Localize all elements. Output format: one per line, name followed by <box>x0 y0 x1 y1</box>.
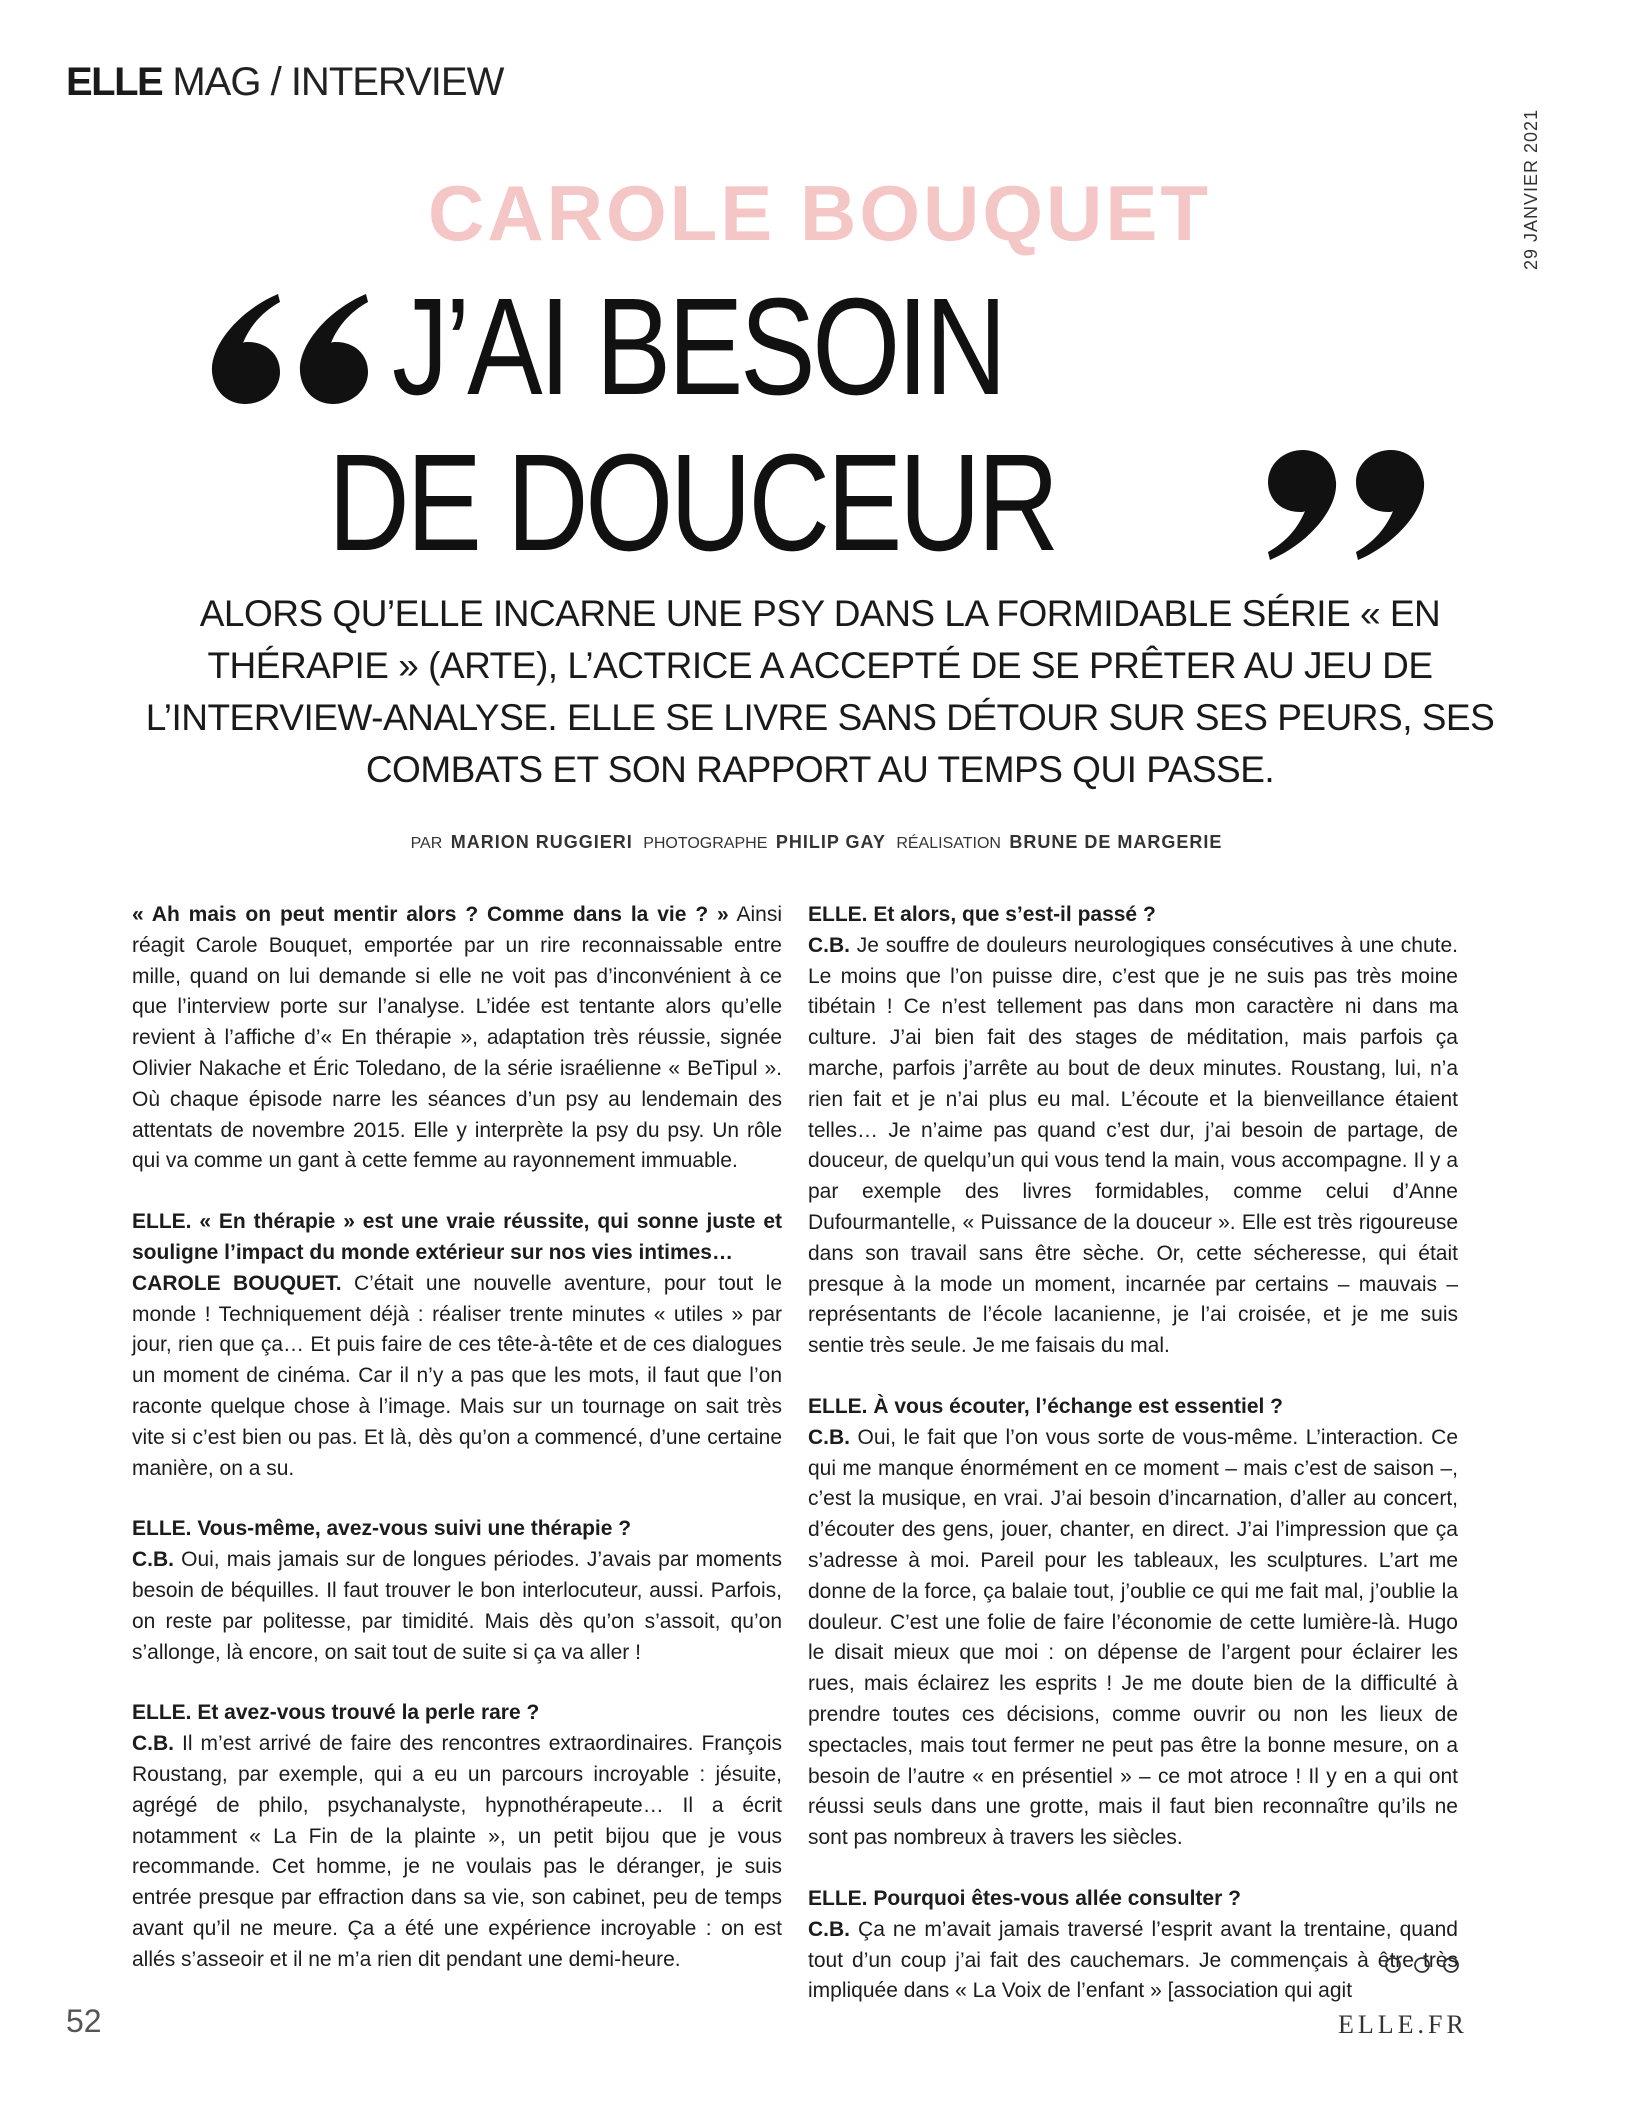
continued-dots-icon <box>1384 1956 1460 1974</box>
answer-2-speaker: C.B. <box>132 1548 174 1572</box>
answer-6-speaker: C.B. <box>808 1917 850 1941</box>
question-6: ELLE. Pourquoi êtes-vous allée consulter ? <box>808 1886 1241 1910</box>
section-label: MAG / INTERVIEW <box>172 60 504 104</box>
interviewee-name: CAROLE BOUQUET <box>428 169 1211 257</box>
answer-4: Je souffre de douleurs neurologiques consécutives à une chute. Le moins que l’on puisse dire, c’est que je ne suis pas très moine tibétain ! Ce n’est tellement pas dans mon caractère ni dans ma culture. J’ai bien fait des stages de méditation, mais parfois ça marche, parfois j’arrête au bout de deux minutes. Roustang, lui, n’a rien fait et je n’ai plus eu mal. L’écoute et la bienveillance étaient telles… Je n’aime pas quand c’est dur, j’ai besoin de partage, de douceur, de quelqu’un qui vous tend la main, vous accompagne. Il y a par exemple des livres formidables, comme celui d’Anne Dufourmantelle, « Puissance de la douceur ». Elle est très rigoureuse dans son travail sans être sèche. Or, cette sécheresse, qui était presque à la mode un moment, incarnée par certains – mauvais – représentants de l’école lacanienne, je l’ai croisée, et je me suis sentie très seule. Je me faisais du mal. <box>808 933 1458 1358</box>
answer-5: Oui, le fait que l’on vous sorte de vous-même. L’interaction. Ce qui me manque énormément en ce moment – mais c’est de saison –, c’est la musique, en vrai. J’ai besoin d’incarnation, d’aller au concert, d’écouter des gens, jouer, chanter, en direct. J’ai l’impression que ça s’adresse à moi. Pareil pour les tableaux, les sculptures. L’art me donne de la force, ça balaie tout, j’oublie ce qui me fait mal, j’oublie la douleur. C’est une folie de faire l’économie de cette lumière-là. Hugo le disait mieux que moi : on dépense de l’argent pour éclairer les rues, mais éclairez les esprits ! Je me doute bien de la difficulté à prendre toutes ces décisions, comme ouvrir ou non les lieux de spectacles, mais tout fermer ne peut pas être la bonne mesure, on a besoin de l’autre « en présentiel » – ce mot atroce ! Il y en a qui ont réussi seuls dans une grotte, mais il faut bien reconnaître qu’ils ne sont pas nombreux à travers les siècles. <box>808 1425 1458 1850</box>
standfirst: ALORS QU’ELLE INCARNE UNE PSY DANS LA FORMIDABLE SÉRIE « EN THÉRAPIE » (ARTE), L’ACTRICE A ACCEPTÉ DE SE PRÊTER AU JEU DE L’INTERVIEW-ANALYSE. ELLE SE LIVRE SANS DÉTOUR SUR SES PEURS, SES COMBATS ET SON RAPPORT AU TEMPS QUI PASSE. <box>145 593 1495 790</box>
qa-block-2 <box>132 1514 782 1668</box>
qa-block-5 <box>808 1392 1458 1854</box>
question-5: ELLE. À vous écouter, l’échange est essentiel ? <box>808 1394 1283 1418</box>
answer-1: C’était une nouvelle aventure, pour tout le monde ! Techniquement déjà : réaliser trente minutes « utiles » par jour, rien que ça… Et puis faire de ces tête-à-tête et de ces dialogues un moment de cinéma. Car il n’y a pas que les mots, il faut que l’on raconte quelque chose à l’image. Mais sur un tournage on sait très vite si c’est bien ou pas. Et là, dès qu’on a commencé, d’une certaine manière, on a su. <box>132 1271 782 1480</box>
issue-date: 29 JANVIER 2021 <box>1521 108 1541 270</box>
headline-line-1: J’AI BESOIN <box>392 270 1004 424</box>
qa-block-3 <box>132 1698 782 1975</box>
brand-logo: ELLE <box>66 60 163 104</box>
question-4: ELLE. Et alors, que s’est-il passé ? <box>808 903 1156 926</box>
author-name: MARION RUGGIERI <box>450 832 633 852</box>
close-quote-icon <box>1258 448 1436 564</box>
credits-line <box>0 830 1639 856</box>
headline-line-2: DE DOUCEUR <box>328 426 1056 580</box>
question-2: ELLE. Vous-même, avez-vous suivi une thérapie ? <box>132 1517 632 1541</box>
question-1: ELLE. « En thérapie » est une vraie réussite, qui sonne juste et souligne l’impact du monde extérieur sur nos vies intimes… <box>132 1210 782 1264</box>
intro-paragraph <box>132 900 782 1177</box>
credit-label-photo: PHOTOGRAPHE <box>643 835 768 852</box>
answer-3-speaker: C.B. <box>132 1732 174 1756</box>
answer-2: Oui, mais jamais sur de longues périodes. J’avais par moments besoin de béquilles. Il faut trouver le bon interlocuteur, aussi. Parfois, on reste par politesse, par timidité. Mais dès qu’on s’assoit, qu’on s’allonge, là encore, on sait tout de suite si ça va aller ! <box>132 1548 782 1664</box>
article-column-left <box>132 900 782 2006</box>
answer-3: Il m’est arrivé de faire des rencontres extraordinaires. François Roustang, par exemple, qui a eu un parcours incroyable : jésuite, agrégé de philo, psychanalyste, hypnothérapeute… Il a écrit notamment « La Fin de la plainte », un petit bijou que je vous recommande. Cet homme, je ne voulais pas le déranger, je suis entrée presque par effraction dans sa vie, son cabinet, peu de temps avant qu’il ne meure. Ça a été une expérience incroyable : on est allés s’asseoir et il ne m’a rien dit pendant une demi-heure. <box>132 1732 782 1971</box>
qa-block-4 <box>808 900 1458 1362</box>
footer-brand: ELLE.FR <box>1338 2010 1468 2039</box>
credit-label-author: PAR <box>410 835 443 852</box>
answer-6: Ça ne m’avait jamais traversé l’esprit avant la trentaine, quand tout d’un coup j’ai fait des cauchemars. Je commençais à être très impliquée dans « La Voix de l’enfant » [association qui agit <box>808 1917 1458 2003</box>
photographer-name: PHILIP GAY <box>775 832 886 852</box>
open-quote-icon <box>200 290 378 406</box>
magazine-header <box>66 58 503 106</box>
intro-text: Ainsi réagit Carole Bouquet, emportée par un rire reconnaissable entre mille, quand on lui demande si elle ne voit pas d’inconvénient à ce que l’interview porte sur l’analyse. L’idée est tentante alors qu’elle revient à l’affiche d’« En thérapie », adaptation très réussie, signée Olivier Nakache et Éric Toledano, de la série israélienne « BeTipul ». Où chaque épisode narre les séances d’un psy au lendemain des attentats de novembre 2015. Elle y interprète la psy du psy. Un rôle qui va comme un gant à cette femme au rayonnement immuable. <box>132 903 782 1173</box>
qa-block-1 <box>132 1207 782 1484</box>
answer-4-speaker: C.B. <box>808 933 850 957</box>
page-number: 52 <box>66 2003 102 2039</box>
question-3: ELLE. Et avez-vous trouvé la perle rare ? <box>132 1701 540 1725</box>
intro-quote: « Ah mais on peut mentir alors ? Comme dans la vie ? » <box>132 903 729 926</box>
article-column-right <box>808 900 1458 2037</box>
answer-5-speaker: C.B. <box>808 1425 850 1449</box>
qa-block-6 <box>808 1884 1458 2007</box>
stylist-name: BRUNE DE MARGERIE <box>1009 832 1223 852</box>
answer-1-speaker: CAROLE BOUQUET. <box>132 1271 342 1295</box>
credit-label-realisation: RÉALISATION <box>896 835 1001 852</box>
